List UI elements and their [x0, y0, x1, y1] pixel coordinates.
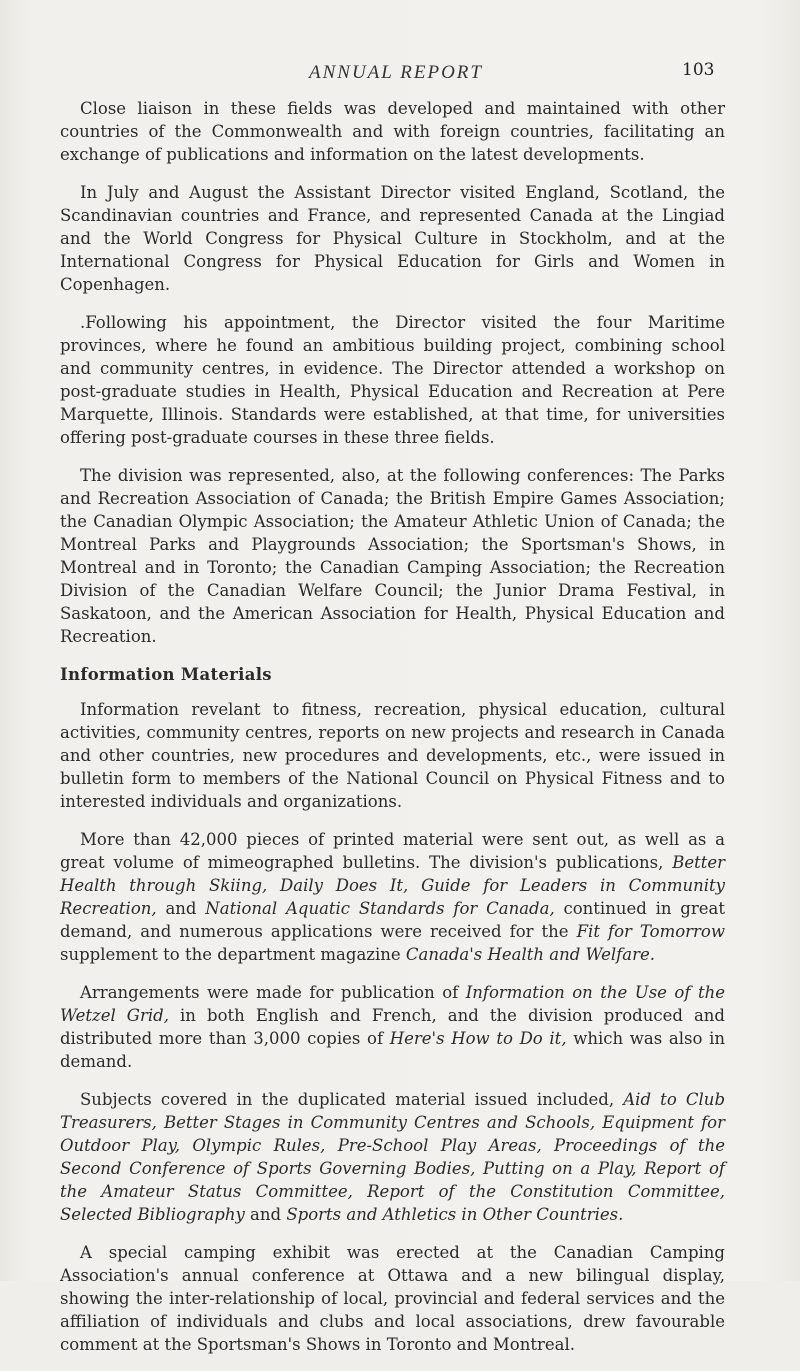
paragraph-director-appointment: .Following his appointment, the Director visited the four Maritime provinces, where he found an ambitious building project, combining school and community centres, in evidence. The Director attended a workshop on post-graduate studies in Health, Physical Education and Recreation at Pere Marquette, Illinois. Standards were established, at that time, for universities offering post-graduate courses in these three fields.: [60, 313, 725, 447]
supplement-title: Fit for Tomorrow: [576, 922, 725, 941]
paragraph-duplicated-material: Subjects covered in the duplicated material issued included, Aid to Club Treasurers, Better Stages in Community Centres and Schools, Equipment for Outdoor Play, Olympic Rules, Pre-School Play Areas, Proceedings of the Second Conference of Sports Governing Bodies, Putting on a Play, Report of the Amateur Status Committee, Report of the Constitution Committee, Selected Bibliography and Sports and Athletics in Other Countries.: [60, 1090, 726, 1224]
paragraph-liaison: Close liaison in these fields was developed and maintained with other countries of the Commonwealth and with foreign countries, facilitating an exchange of publications and information on the latest developments.: [60, 99, 725, 164]
publication-title: Here's How to Do it,: [389, 1029, 567, 1048]
running-header: ANNUAL REPORT: [309, 62, 483, 83]
publication-title: Information on the Use of the Wetzel Grid,: [60, 983, 725, 1025]
section-heading: Information Materials: [60, 665, 272, 684]
paragraph-conferences: The division was represented, also, at the following conferences: The Parks and Recreation Association of Canada; the British Empire Games Association; the Canadian Olympic Association; the Amateur Athletic Union of Canada; the Montreal Parks and Playgrounds Association; the Sportsman's Shows, in Montreal and in Toronto; the Canadian Camping Association; the Recreation Division of the Canadian Welfare Council; the Junior Drama Festival, in Saskatoon, and the American Association for Health, Physical Education and Recreation.: [60, 466, 725, 646]
paragraph-wetzel-grid: Arrangements were made for publication of Information on the Use of the Wetzel Grid, in both English and French, and the division produced and distributed more than 3,000 copies of Here's How to Do it, which was also in demand.: [60, 983, 725, 1071]
paragraph-information-bulletins: Information revelant to fitness, recreation, physical education, cultural activities, community centres, reports on new projects and research in Canada and other countries, new procedures and developments, etc., were issued in bulletin form to members of the National Council on Physical Fitness and to interested individuals and organizations.: [60, 700, 725, 811]
magazine-title: Canada's Health and Welfare.: [405, 945, 656, 964]
paragraph-camping-exhibit: A special camping exhibit was erected at the Canadian Camping Association's annual conference at Ottawa and a new bilingual display, showing the inter-relationship of local, provincial and federal services and the affiliation of individuals and clubs and local associations, drew favourable comment at the Sportsman's Shows in Toronto and Montreal.: [60, 1243, 725, 1354]
page-number: 103: [682, 60, 715, 80]
publication-title: Sports and Athletics in Other Countries.: [286, 1205, 624, 1224]
paragraph-assistant-director-visit: In July and August the Assistant Director visited England, Scotland, the Scandinavian countries and France, and represented Canada at the Lingiad and the World Congress for Physical Culture in Stockholm, and at the International Congress for Physical Education for Girls and Women in Copenhagen.: [60, 183, 725, 294]
publication-titles: Aid to Club Treasurers, Better Stages in Community Centres and Schools, Equipment for Outdoor Play, Olympic Rules, Pre-School Play Areas, Proceedings of the Second Conference of Sports Governing Bodies, Putting on a Play, Report of the Amateur Status Committee, Report of the Constitution Committee, Selected Bibliography: [60, 1090, 726, 1224]
paragraph-printed-material: More than 42,000 pieces of printed material were sent out, as well as a great volume of mimeographed bulletins. The division's publications, Better Health through Skiing, Daily Does It, Guide for Leaders in Community Recreation, and National Aquatic Standards for Canada, continued in great demand, and numerous applications were received for the Fit for Tomorrow supplement to the department magazine Canada's Health and Welfare.: [60, 830, 725, 964]
publication-titles: Better Health through Skiing, Daily Does It, Guide for Leaders in Community Recreation,: [60, 853, 725, 918]
publication-title: National Aquatic Standards for Canada,: [205, 899, 555, 918]
body-text: [60, 97, 725, 1371]
